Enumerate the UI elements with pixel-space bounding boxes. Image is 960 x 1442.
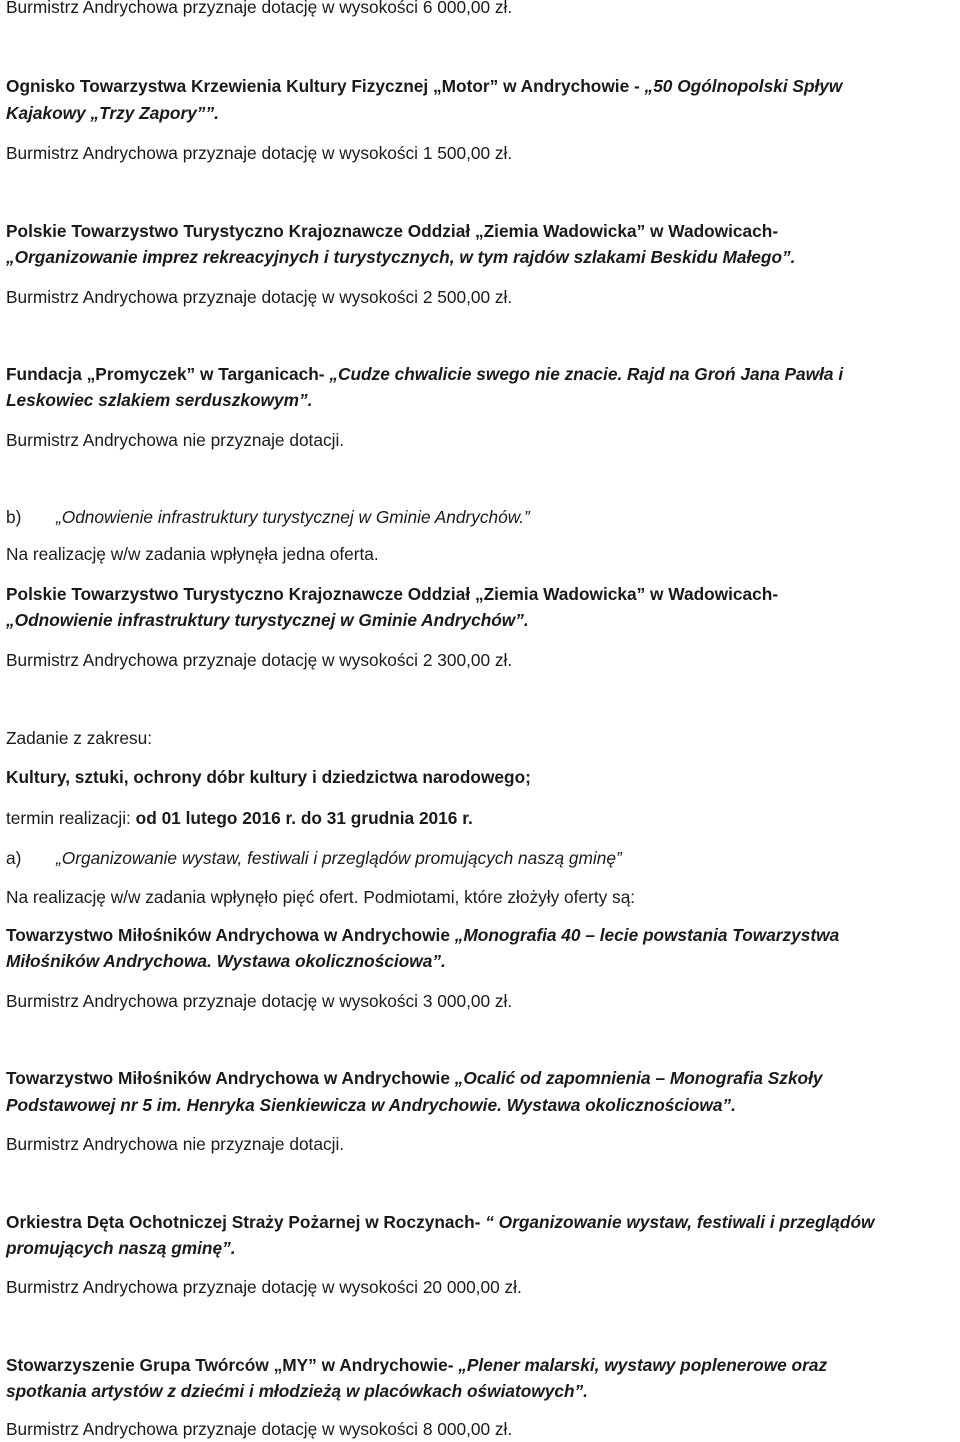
application-heading [6,925,839,945]
term-value: od 01 lutego 2016 r. do 31 grudnia 2016 r. [135,808,473,828]
project-title-continued: Kajakowy „Trzy Zapory””. [6,103,219,123]
decision-text: Burmistrz Andrychowa przyznaje dotację w wysokości 3 000,00 zł. [6,991,513,1011]
task-title: „Organizowanie wystaw, festiwali i przeglądów promujących naszą gminę” [56,848,622,868]
offers-count-text: Na realizację w/w zadania wpłynęła jedna oferta. [6,544,379,564]
project-title-continued: promujących naszą gminę”. [6,1238,236,1258]
decision-text: Burmistrz Andrychowa przyznaje dotację w wysokości 1 500,00 zł. [6,143,513,163]
section-name: Kultury, sztuki, ochrony dóbr kultury i dziedzictwa narodowego; [6,767,531,787]
decision-text: Burmistrz Andrychowa przyznaje dotację w wysokości 20 000,00 zł. [6,1277,522,1297]
organization-name: Stowarzyszenie Grupa Twórców „MY” w Andrychowie- [6,1355,454,1375]
decision-text: Burmistrz Andrychowa przyznaje dotację w wysokości 8 000,00 zł. [6,1419,513,1439]
application-heading [6,1068,823,1088]
decision-text: Burmistrz Andrychowa nie przyznaje dotacji. [6,1134,345,1154]
project-title-continued: spotkania artystów z dziećmi i młodzieżą w placówkach oświatowych”. [6,1381,588,1401]
application-heading [6,1212,874,1232]
project-title: „Ocalić od zapomnienia – Monografia Szkoły [449,1068,823,1088]
project-title-continued: Podstawowej nr 5 im. Henryka Sienkiewicza w Andrychowie. Wystawa okolicznościowa”. [6,1095,736,1115]
organization-name: Orkiestra Dęta Ochotniczej Straży Pożarnej w Roczynach- [6,1212,481,1232]
realization-term [6,808,473,828]
term-label: termin realizacji: [6,808,136,828]
list-marker: b) [6,507,22,527]
offers-count-text: Na realizację w/w zadania wpłynęło pięć ofert. Podmiotami, które złożyły oferty są: [6,887,636,907]
project-title: „Plener malarski, wystawy poplenerowe oraz [453,1355,828,1375]
project-title-continued: Miłośników Andrychowa. Wystawa okolicznościowa”. [6,951,446,971]
organization-name: Fundacja „Promyczek” w Targanicach- [6,364,325,384]
decision-text: Burmistrz Andrychowa przyznaje dotację w wysokości 6 000,00 zł. [6,0,513,17]
project-title: “ Organizowanie wystaw, festiwali i przeglądów [480,1212,875,1232]
section-label: Zadanie z zakresu: [6,728,153,748]
project-title: „Organizowanie imprez rekreacyjnych i turystycznych, w tym rajdów szlakami Beskidu Małego”. [6,247,796,267]
organization-name: Towarzystwo Miłośników Andrychowa w Andrychowie [6,925,450,945]
project-title-continued: Leskowiec szlakiem serduszkowym”. [6,390,313,410]
application-heading [6,364,843,384]
decision-text: Burmistrz Andrychowa nie przyznaje dotacji. [6,430,345,450]
task-subsection-a [6,848,622,868]
organization-name: Polskie Towarzystwo Turystyczno Krajoznawcze Oddział „Ziemia Wadowicka” w Wadowicach- [6,221,779,241]
project-title: „Odnowienie infrastruktury turystycznej w Gminie Andrychów”. [6,610,529,630]
task-subsection-b [6,507,530,527]
project-title: „Monografia 40 – lecie powstania Towarzystwa [449,925,840,945]
organization-name: Ognisko Towarzystwa Krzewienia Kultury Fizycznej „Motor” w Andrychowie - [6,76,640,96]
organization-name: Polskie Towarzystwo Turystyczno Krajoznawcze Oddział „Ziemia Wadowicka” w Wadowicach- [6,584,779,604]
decision-text: Burmistrz Andrychowa przyznaje dotację w wysokości 2 500,00 zł. [6,287,513,307]
decision-text: Burmistrz Andrychowa przyznaje dotację w wysokości 2 300,00 zł. [6,650,513,670]
application-heading [6,1355,827,1375]
project-title: „50 Ogólnopolski Spływ [639,76,843,96]
list-marker: a) [6,848,22,868]
project-title: „Cudze chwalicie swego nie znacie. Rajd na Groń Jana Pawła i [324,364,844,384]
organization-name: Towarzystwo Miłośników Andrychowa w Andrychowie [6,1068,450,1088]
application-heading [6,76,842,96]
task-title: „Odnowienie infrastruktury turystycznej w Gminie Andrychów.” [56,507,530,527]
